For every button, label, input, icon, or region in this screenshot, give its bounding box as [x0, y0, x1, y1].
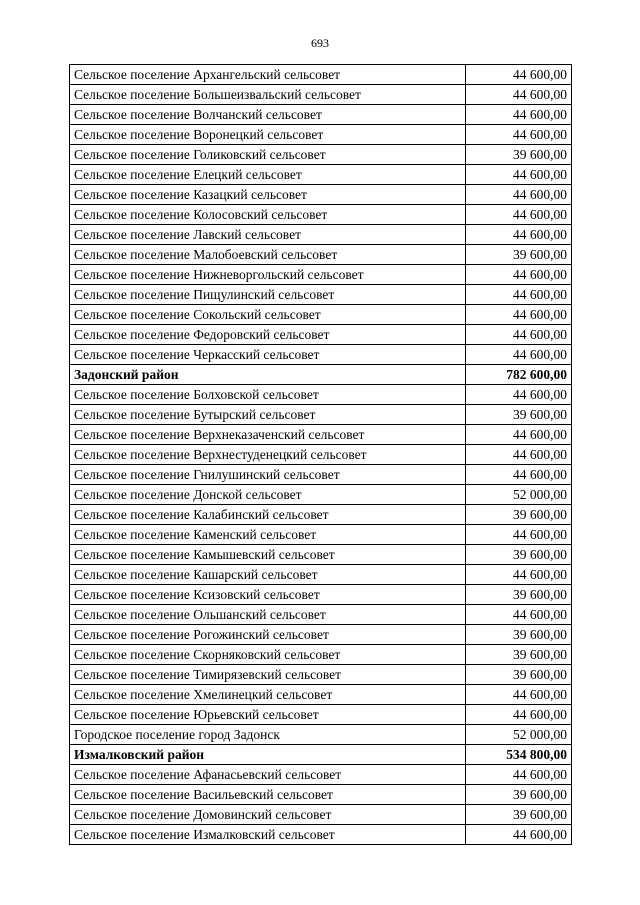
district-total-amount-cell: 782 600,00 — [466, 365, 572, 385]
amount-cell: 44 600,00 — [466, 565, 572, 585]
settlement-name-cell: Сельское поселение Голиковский сельсовет — [70, 145, 466, 165]
amount-cell: 44 600,00 — [466, 825, 572, 845]
settlement-name-cell: Сельское поселение Кашарский сельсовет — [70, 565, 466, 585]
table-row — [70, 705, 572, 725]
table-row — [70, 205, 572, 225]
table-row — [70, 665, 572, 685]
settlement-name-cell: Сельское поселение Пищулинский сельсовет — [70, 285, 466, 305]
allocation-table-body — [70, 65, 572, 845]
settlement-name-cell: Сельское поселение Ксизовский сельсовет — [70, 585, 466, 605]
table-row — [70, 725, 572, 745]
settlement-name-cell: Сельское поселение Нижневоргольский сельсовет — [70, 265, 466, 285]
table-row — [70, 125, 572, 145]
amount-cell: 52 000,00 — [466, 725, 572, 745]
amount-cell: 44 600,00 — [466, 605, 572, 625]
table-row — [70, 825, 572, 845]
settlement-name-cell: Сельское поселение Тимирязевский сельсовет — [70, 665, 466, 685]
table-row — [70, 305, 572, 325]
amount-cell: 44 600,00 — [466, 465, 572, 485]
settlement-name-cell: Сельское поселение Юрьевский сельсовет — [70, 705, 466, 725]
amount-cell: 52 000,00 — [466, 485, 572, 505]
amount-cell: 44 600,00 — [466, 385, 572, 405]
table-row — [70, 805, 572, 825]
allocation-table — [69, 64, 572, 845]
amount-cell: 44 600,00 — [466, 285, 572, 305]
district-total-amount-cell: 534 800,00 — [466, 745, 572, 765]
amount-cell: 44 600,00 — [466, 445, 572, 465]
settlement-name-cell: Сельское поселение Федоровский сельсовет — [70, 325, 466, 345]
table-row — [70, 165, 572, 185]
settlement-name-cell: Сельское поселение Ольшанский сельсовет — [70, 605, 466, 625]
page-number: 693 — [311, 36, 329, 50]
settlement-name-cell: Сельское поселение Малобоевский сельсовет — [70, 245, 466, 265]
amount-cell: 44 600,00 — [466, 265, 572, 285]
table-row — [70, 625, 572, 645]
table-row — [70, 505, 572, 525]
amount-cell: 44 600,00 — [466, 225, 572, 245]
settlement-name-cell: Сельское поселение Большеизвальский сельсовет — [70, 85, 466, 105]
table-row — [70, 105, 572, 125]
table-row — [70, 265, 572, 285]
settlement-name-cell: Сельское поселение Сокольский сельсовет — [70, 305, 466, 325]
table-row — [70, 65, 572, 85]
amount-cell: 44 600,00 — [466, 65, 572, 85]
settlement-name-cell: Сельское поселение Васильевский сельсовет — [70, 785, 466, 805]
settlement-name-cell: Сельское поселение Верхнестуденецкий сельсовет — [70, 445, 466, 465]
amount-cell: 39 600,00 — [466, 665, 572, 685]
amount-cell: 44 600,00 — [466, 425, 572, 445]
settlement-name-cell: Сельское поселение Архангельский сельсовет — [70, 65, 466, 85]
table-row — [70, 785, 572, 805]
table-row — [70, 225, 572, 245]
amount-cell: 44 600,00 — [466, 305, 572, 325]
amount-cell: 44 600,00 — [466, 105, 572, 125]
table-row — [70, 385, 572, 405]
settlement-name-cell: Сельское поселение Хмелинецкий сельсовет — [70, 685, 466, 705]
amount-cell: 39 600,00 — [466, 785, 572, 805]
table-row — [70, 465, 572, 485]
settlement-name-cell: Сельское поселение Камышевский сельсовет — [70, 545, 466, 565]
amount-cell: 44 600,00 — [466, 165, 572, 185]
table-row — [70, 85, 572, 105]
district-total-row — [70, 745, 572, 765]
amount-cell: 39 600,00 — [466, 585, 572, 605]
amount-cell: 39 600,00 — [466, 805, 572, 825]
settlement-name-cell: Сельское поселение Елецкий сельсовет — [70, 165, 466, 185]
amount-cell: 44 600,00 — [466, 325, 572, 345]
amount-cell: 44 600,00 — [466, 185, 572, 205]
table-row — [70, 685, 572, 705]
table-row — [70, 545, 572, 565]
district-total-row — [70, 365, 572, 385]
district-name-cell: Измалковский район — [70, 745, 466, 765]
amount-cell: 44 600,00 — [466, 765, 572, 785]
table-row — [70, 445, 572, 465]
amount-cell: 39 600,00 — [466, 505, 572, 525]
settlement-name-cell: Сельское поселение Колосовский сельсовет — [70, 205, 466, 225]
district-name-cell: Задонский район — [70, 365, 466, 385]
settlement-name-cell: Сельское поселение Воронецкий сельсовет — [70, 125, 466, 145]
settlement-name-cell: Сельское поселение Верхнеказаченский сельсовет — [70, 425, 466, 445]
table-row — [70, 405, 572, 425]
settlement-name-cell: Сельское поселение Скорняковский сельсовет — [70, 645, 466, 665]
settlement-name-cell: Сельское поселение Казацкий сельсовет — [70, 185, 466, 205]
settlement-name-cell: Сельское поселение Лавский сельсовет — [70, 225, 466, 245]
amount-cell: 39 600,00 — [466, 145, 572, 165]
settlement-name-cell: Сельское поселение Черкасский сельсовет — [70, 345, 466, 365]
amount-cell: 44 600,00 — [466, 205, 572, 225]
settlement-name-cell: Сельское поселение Рогожинский сельсовет — [70, 625, 466, 645]
amount-cell: 39 600,00 — [466, 645, 572, 665]
settlement-name-cell: Сельское поселение Домовинский сельсовет — [70, 805, 466, 825]
settlement-name-cell: Сельское поселение Волчанский сельсовет — [70, 105, 466, 125]
settlement-name-cell: Сельское поселение Каменский сельсовет — [70, 525, 466, 545]
amount-cell: 44 600,00 — [466, 345, 572, 365]
amount-cell: 44 600,00 — [466, 125, 572, 145]
table-row — [70, 245, 572, 265]
table-row — [70, 765, 572, 785]
table-row — [70, 565, 572, 585]
amount-cell: 44 600,00 — [466, 685, 572, 705]
settlement-name-cell: Сельское поселение Гнилушинский сельсовет — [70, 465, 466, 485]
settlement-name-cell: Сельское поселение Калабинский сельсовет — [70, 505, 466, 525]
settlement-name-cell: Сельское поселение Измалковский сельсовет — [70, 825, 466, 845]
amount-cell: 39 600,00 — [466, 405, 572, 425]
table-row — [70, 345, 572, 365]
table-row — [70, 145, 572, 165]
table-row — [70, 645, 572, 665]
table-row — [70, 425, 572, 445]
table-row — [70, 325, 572, 345]
table-row — [70, 485, 572, 505]
table-row — [70, 525, 572, 545]
amount-cell: 39 600,00 — [466, 625, 572, 645]
settlement-name-cell: Сельское поселение Бутырский сельсовет — [70, 405, 466, 425]
amount-cell: 44 600,00 — [466, 85, 572, 105]
settlement-name-cell: Сельское поселение Болховской сельсовет — [70, 385, 466, 405]
settlement-name-cell: Сельское поселение Донской сельсовет — [70, 485, 466, 505]
amount-cell: 39 600,00 — [466, 245, 572, 265]
table-row — [70, 185, 572, 205]
settlement-name-cell: Городское поселение город Задонск — [70, 725, 466, 745]
amount-cell: 44 600,00 — [466, 525, 572, 545]
settlement-name-cell: Сельское поселение Афанасьевский сельсовет — [70, 765, 466, 785]
amount-cell: 39 600,00 — [466, 545, 572, 565]
amount-cell: 44 600,00 — [466, 705, 572, 725]
table-row — [70, 605, 572, 625]
table-row — [70, 585, 572, 605]
table-row — [70, 285, 572, 305]
